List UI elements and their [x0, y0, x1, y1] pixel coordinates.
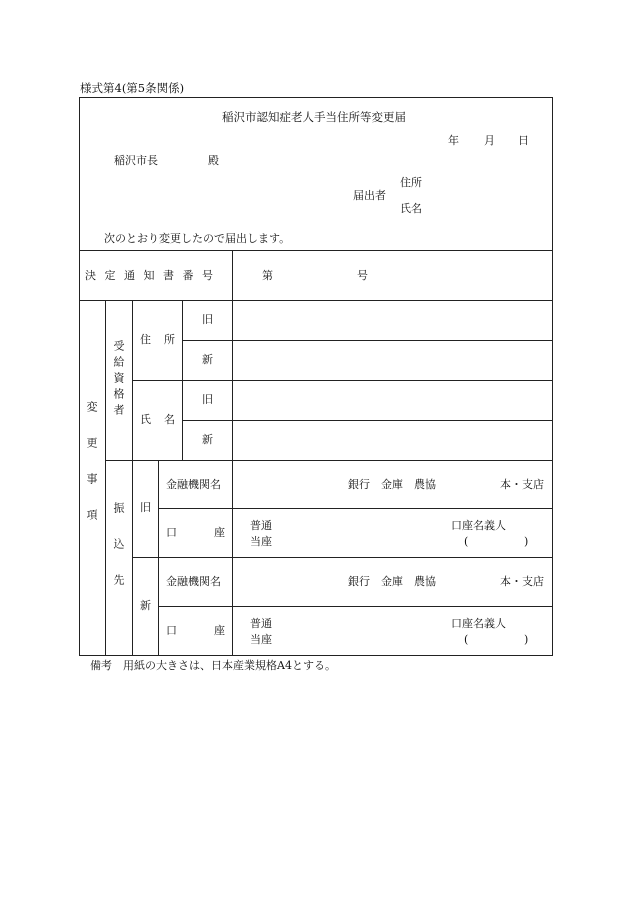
transfer-label: 振込先 — [112, 502, 125, 610]
transfer-new-label: 新 — [140, 599, 151, 612]
applicant-name-label: 氏名 — [400, 202, 422, 215]
old-account-type-2: 当座 — [250, 535, 272, 548]
address-new-label: 新 — [202, 353, 213, 366]
new-bank-types: 銀行 金庫 農協 — [348, 575, 436, 588]
line-header-bottom — [79, 250, 553, 251]
old-paren-open: ( — [464, 535, 469, 548]
old-bank-types: 銀行 金庫 農協 — [348, 478, 436, 491]
line-row — [182, 420, 553, 421]
date-year: 年 — [448, 134, 459, 147]
new-paren-close: ) — [524, 633, 529, 646]
new-bank-label: 金融機関名 — [166, 575, 221, 588]
line-row — [158, 606, 553, 607]
form-title: 稲沢市認知症老人手当住所等変更届 — [222, 110, 406, 124]
recipient-address-label: 住所 — [140, 333, 188, 346]
old-branch-label: 本・支店 — [500, 478, 544, 491]
address-old-label: 旧 — [202, 313, 213, 326]
note: 備考 用紙の大きさは、日本産業規格A4とする。 — [90, 659, 336, 672]
recipient-name-label: 氏名 — [140, 413, 188, 426]
applicant-address-label: 住所 — [400, 176, 422, 189]
old-holder-label: 口座名義人 — [451, 519, 506, 532]
addressee: 稲沢市長 — [114, 154, 158, 167]
change-items-label: 変更事項 — [85, 401, 98, 545]
old-bank-label: 金融機関名 — [166, 478, 221, 491]
applicant-label: 届出者 — [353, 189, 386, 202]
date-day: 日 — [518, 134, 529, 147]
line-decision-bottom — [79, 300, 553, 301]
old-paren-close: ) — [524, 535, 529, 548]
statement: 次のとおり変更したので届出します。 — [104, 232, 291, 245]
line-col — [158, 460, 159, 656]
form-frame — [79, 97, 553, 656]
name-old-label: 旧 — [202, 393, 213, 406]
transfer-old-label: 旧 — [140, 501, 151, 514]
decision-no-suffix: 号 — [357, 269, 368, 282]
new-paren-open: ( — [464, 633, 469, 646]
line-col — [182, 300, 183, 460]
decision-no-prefix: 第 — [262, 269, 273, 282]
line-row — [158, 508, 553, 509]
line-row — [132, 380, 553, 381]
new-holder-label: 口座名義人 — [451, 617, 506, 630]
recipient-label: 受給資格者 — [112, 340, 125, 420]
date-month: 月 — [484, 134, 495, 147]
line-col — [105, 300, 106, 656]
decision-number-label: 決定通知書番号 — [85, 269, 222, 282]
honorific: 殿 — [208, 154, 219, 167]
form-number: 様式第4(第5条関係) — [80, 81, 185, 95]
old-account-type-1: 普通 — [250, 519, 272, 532]
new-account-type-1: 普通 — [250, 617, 272, 630]
line-row — [182, 340, 553, 341]
new-branch-label: 本・支店 — [500, 575, 544, 588]
old-account-label: 口座 — [166, 526, 262, 539]
new-account-type-2: 当座 — [250, 633, 272, 646]
line-row — [132, 557, 553, 558]
line-col — [132, 300, 133, 656]
line-col — [232, 250, 233, 656]
line-row — [105, 460, 553, 461]
new-account-label: 口座 — [166, 624, 262, 637]
name-new-label: 新 — [202, 433, 213, 446]
